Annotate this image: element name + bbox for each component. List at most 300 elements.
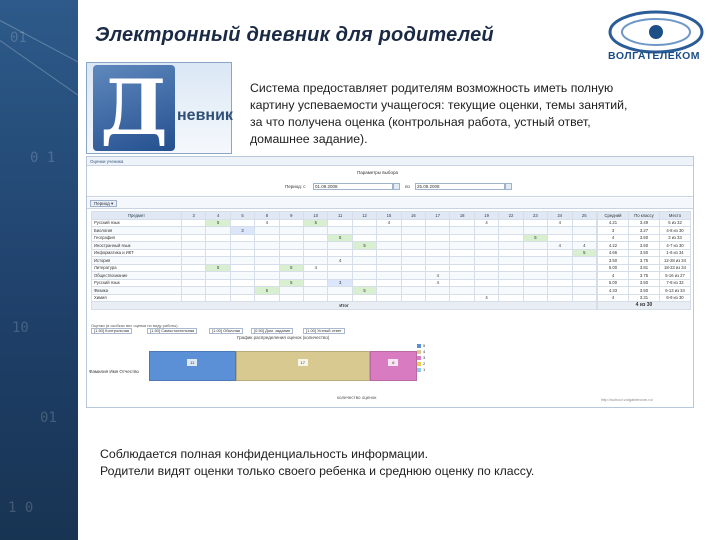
column-header[interactable]: 19 [474, 212, 498, 220]
mark-cell [182, 264, 206, 272]
grades-header-row [92, 212, 597, 220]
summary-cell: 4.21 [598, 219, 629, 227]
legend-swatch-icon [417, 362, 421, 366]
mark-cell [523, 219, 547, 227]
mark-cell[interactable]: 5 [206, 264, 230, 272]
mark-cell [206, 294, 230, 302]
chart-bar-segment[interactable] [236, 351, 370, 381]
grades-table [91, 211, 597, 310]
mark-cell [182, 294, 206, 302]
column-header[interactable]: 22 [499, 212, 523, 220]
date-from-input[interactable]: 01.09.2008 [313, 183, 393, 190]
summary-cell: 3.50 [598, 257, 629, 265]
mark-cell [572, 294, 597, 302]
summary-table [597, 211, 691, 310]
mark-cell [450, 219, 474, 227]
chart-legend-label: 5 [423, 343, 426, 348]
summary-row [598, 219, 691, 227]
footer-link[interactable]: http://school.volgatelecom.ru/ [600, 397, 653, 402]
mark-cell [572, 234, 597, 242]
mark-cell [548, 287, 572, 295]
subject-cell: Биология [92, 227, 182, 235]
table-row [92, 242, 597, 250]
mark-cell [182, 279, 206, 287]
mark-cell [499, 219, 523, 227]
mark-cell[interactable]: 4 [304, 264, 328, 272]
table-row [92, 287, 597, 295]
mark-cell[interactable]: 4 [572, 242, 597, 250]
summary-cell: 4-7 из 30 [660, 242, 691, 250]
mark-cell [474, 227, 498, 235]
column-header[interactable]: 24 [548, 212, 572, 220]
mark-cell [572, 227, 597, 235]
summary-cell: 12-28 из 34 [660, 257, 691, 265]
mark-cell [401, 227, 425, 235]
mark-cell[interactable]: 5 [279, 264, 303, 272]
mark-cell [499, 249, 523, 257]
mark-cell [255, 279, 279, 287]
period-label: Период: с [285, 184, 306, 189]
total-row [92, 302, 597, 310]
table-row [92, 227, 597, 235]
to-label: по [405, 184, 410, 189]
mark-cell [450, 242, 474, 250]
filter-panel [87, 167, 693, 197]
mark-cell [328, 294, 352, 302]
summary-row [598, 234, 691, 242]
diary-app-icon [86, 62, 232, 154]
summary-row [598, 279, 691, 287]
mark-cell[interactable]: 4 [328, 257, 352, 265]
date-from-calendar-button[interactable] [393, 183, 400, 190]
mark-cell [474, 264, 498, 272]
mark-cell [377, 279, 401, 287]
mark-cell [548, 264, 572, 272]
mark-cell [255, 242, 279, 250]
column-header[interactable]: 17 [426, 212, 450, 220]
legend-item[interactable]: [1.00] Обычная [209, 328, 243, 334]
summary-cell: 18-23 из 34 [660, 264, 691, 272]
mark-cell [572, 272, 597, 280]
total-place: 4 из 30 [598, 302, 691, 310]
summary-row [598, 227, 691, 235]
mark-cell [255, 257, 279, 265]
total-label: Итог [92, 302, 597, 310]
mark-cell [352, 264, 376, 272]
logo-text: ВОЛГАТЕЛЕКОМ [608, 50, 701, 62]
summary-row [598, 264, 691, 272]
mark-cell [328, 249, 352, 257]
notes-line: Соблюдается полная конфиденциальность информации. [100, 447, 429, 461]
mark-cell [426, 257, 450, 265]
legend-item[interactable]: [0.50] Дом. задание [251, 328, 293, 334]
mark-cell [401, 219, 425, 227]
legend-item[interactable]: [1.50] Контрольная [91, 328, 132, 334]
summary-cell: 1-6 из 34 [660, 249, 691, 257]
summary-cell: 5.00 [598, 264, 629, 272]
mark-cell [401, 287, 425, 295]
chart-segment-label: 17 [298, 359, 308, 366]
table-row [92, 234, 597, 242]
grid-toolbar [87, 198, 693, 209]
mark-cell[interactable]: 4 [377, 219, 401, 227]
mark-cell [377, 227, 401, 235]
mark-cell [328, 272, 352, 280]
legend-swatch-icon [417, 356, 421, 360]
mark-cell [523, 294, 547, 302]
mark-cell [377, 234, 401, 242]
mark-cell[interactable]: 5 [572, 249, 597, 257]
mark-cell[interactable]: 5 [352, 287, 376, 295]
subject-cell: География [92, 234, 182, 242]
mark-cell [401, 279, 425, 287]
mark-cell [352, 257, 376, 265]
column-header[interactable]: 5 [230, 212, 254, 220]
mark-cell [426, 249, 450, 257]
mark-cell [304, 294, 328, 302]
column-header[interactable]: 4 [206, 212, 230, 220]
column-header[interactable]: По классу [629, 212, 660, 220]
mark-cell [499, 264, 523, 272]
mark-cell [206, 234, 230, 242]
table-row [92, 294, 597, 302]
mark-cell [548, 272, 572, 280]
chart-title: График распределения оценок (количество) [237, 335, 330, 340]
mark-cell [182, 257, 206, 265]
mark-cell[interactable]: 5 [328, 234, 352, 242]
summary-cell: 3.50 [629, 249, 660, 257]
mark-cell [572, 287, 597, 295]
legend-item[interactable]: [1.00] Устный ответ [303, 328, 345, 334]
mark-cell [377, 249, 401, 257]
mark-cell [255, 272, 279, 280]
mark-cell [450, 294, 474, 302]
table-row [92, 272, 597, 280]
summary-cell: 3.50 [629, 287, 660, 295]
intro-line: за что получена оценка (контрольная работа, устный ответ, [250, 115, 591, 129]
mark-cell [474, 257, 498, 265]
mark-cell [401, 264, 425, 272]
legend-swatch-icon [417, 344, 421, 348]
mark-type-legend [89, 323, 689, 333]
mark-cell [450, 279, 474, 287]
summary-cell: 3.49 [629, 219, 660, 227]
mark-cell [230, 279, 254, 287]
mark-cell [499, 234, 523, 242]
summary-cell: 3 из 33 [660, 234, 691, 242]
mark-cell [352, 272, 376, 280]
column-header[interactable]: Средний [598, 212, 629, 220]
mark-cell [328, 264, 352, 272]
mark-cell[interactable]: 4 [474, 219, 498, 227]
mark-cell [255, 294, 279, 302]
mark-cell [401, 294, 425, 302]
column-header[interactable]: 12 [352, 212, 376, 220]
mark-cell [523, 287, 547, 295]
mark-cell [304, 227, 328, 235]
chart-y-label: Фамилия Имя Отчество [89, 369, 139, 374]
mark-cell [572, 279, 597, 287]
mark-cell [182, 234, 206, 242]
mark-cell [279, 257, 303, 265]
mark-cell [255, 249, 279, 257]
mark-cell [182, 219, 206, 227]
subject-cell: Информатика и ИКТ [92, 249, 182, 257]
mark-cell [523, 272, 547, 280]
legend-item[interactable]: [1.50] Самостоятельная [147, 328, 197, 334]
legend-swatch-icon [417, 368, 421, 372]
mark-cell [206, 257, 230, 265]
mark-cell [206, 242, 230, 250]
table-row [92, 219, 597, 227]
mark-cell [230, 264, 254, 272]
mark-cell[interactable]: 4 [548, 219, 572, 227]
mark-cell[interactable]: 3 [230, 227, 254, 235]
summary-cell: 4-8 из 30 [660, 227, 691, 235]
summary-cell: 3 [598, 227, 629, 235]
mark-cell [523, 279, 547, 287]
mark-cell [377, 257, 401, 265]
mark-cell [182, 242, 206, 250]
chart-segment-label: 11 [187, 359, 197, 366]
column-header[interactable]: 9 [279, 212, 303, 220]
chart-segment-label: 6 [388, 359, 398, 366]
mark-cell [377, 272, 401, 280]
mark-cell [426, 242, 450, 250]
intro-text [250, 80, 700, 148]
table-row [92, 257, 597, 265]
mark-cell [401, 272, 425, 280]
summary-header-row [598, 212, 691, 220]
mark-cell [499, 272, 523, 280]
mark-cell [182, 287, 206, 295]
chart-legend-label: 3 [423, 355, 426, 360]
mark-cell [352, 249, 376, 257]
mark-cell [304, 257, 328, 265]
mark-cell [426, 219, 450, 227]
table-row [92, 264, 597, 272]
mark-cell [279, 294, 303, 302]
chart-legend [417, 343, 425, 373]
summary-row [598, 257, 691, 265]
mark-cell [474, 242, 498, 250]
mark-cell [377, 294, 401, 302]
summary-cell: 5.00 [598, 279, 629, 287]
notes-line: Родители видят оценки только своего ребенка и среднюю оценку по классу. [100, 464, 535, 478]
page-title: Электронный дневник для родителей [95, 24, 494, 46]
mark-cell [450, 249, 474, 257]
mark-cell [548, 257, 572, 265]
mark-cell [523, 264, 547, 272]
mark-cell[interactable]: 5 [255, 287, 279, 295]
mark-cell [206, 287, 230, 295]
mark-cell [206, 272, 230, 280]
subject-cell: Химия [92, 294, 182, 302]
mark-cell [523, 242, 547, 250]
mark-cell [548, 279, 572, 287]
mark-cell [548, 294, 572, 302]
mark-cell [523, 249, 547, 257]
mark-cell [426, 234, 450, 242]
summary-cell: 3.50 [629, 234, 660, 242]
column-header[interactable]: 3 [182, 212, 206, 220]
mark-cell [426, 264, 450, 272]
mark-cell [230, 219, 254, 227]
mark-cell [377, 287, 401, 295]
column-header[interactable]: Место [660, 212, 691, 220]
mark-cell [206, 249, 230, 257]
decorative-sidebar: 01 0 1 10 01 1 0 [0, 0, 78, 540]
mark-cell [230, 257, 254, 265]
mark-cell [401, 234, 425, 242]
subject-cell: История [92, 257, 182, 265]
mark-cell [450, 227, 474, 235]
chart-legend-label: 2 [423, 361, 426, 366]
table-row [92, 249, 597, 257]
legend-swatch-icon [417, 350, 421, 354]
mark-cell [352, 219, 376, 227]
mark-cell [499, 279, 523, 287]
summary-cell: 3.31 [629, 294, 660, 302]
summary-cell: 3.27 [629, 227, 660, 235]
summary-cell: 4 [598, 234, 629, 242]
column-header[interactable]: 15 [377, 212, 401, 220]
mark-cell [328, 219, 352, 227]
mark-cell [352, 227, 376, 235]
subject-cell: Иностранный язык [92, 242, 182, 250]
mark-cell [401, 257, 425, 265]
summary-cell: 6-13 из 34 [660, 287, 691, 295]
table-row [92, 279, 597, 287]
mark-cell [230, 294, 254, 302]
column-header[interactable]: 8 [255, 212, 279, 220]
mark-cell[interactable]: 5 [352, 242, 376, 250]
mark-cell[interactable]: 5 [523, 234, 547, 242]
intro-line: домашнее задание). [250, 132, 368, 146]
summary-cell: 5 из 32 [660, 219, 691, 227]
summary-cell: 3.50 [629, 242, 660, 250]
mark-cell [304, 242, 328, 250]
mark-cell [279, 249, 303, 257]
summary-cell: 4 [598, 272, 629, 280]
column-header[interactable]: 25 [572, 212, 597, 220]
mark-cell[interactable]: 4 [426, 279, 450, 287]
mark-cell [474, 279, 498, 287]
mark-cell [279, 272, 303, 280]
subject-cell: Обществознание [92, 272, 182, 280]
mark-cell[interactable]: 4 [426, 272, 450, 280]
mark-cell [548, 227, 572, 235]
summary-row [598, 287, 691, 295]
mark-cell [401, 249, 425, 257]
date-to-calendar-button[interactable] [505, 183, 512, 190]
mark-cell [328, 287, 352, 295]
column-header[interactable]: 23 [523, 212, 547, 220]
mark-cell [230, 249, 254, 257]
intro-line: Система предоставляет родителям возможность иметь полную [250, 81, 614, 95]
mark-cell [572, 257, 597, 265]
mark-cell [450, 257, 474, 265]
mark-cell [352, 294, 376, 302]
mark-cell [523, 227, 547, 235]
mark-cell [523, 257, 547, 265]
mark-cell [572, 219, 597, 227]
mark-cell [450, 234, 474, 242]
subject-cell: Русский язык [92, 219, 182, 227]
date-to-input[interactable]: 25.09.2008 [415, 183, 505, 190]
mark-cell [352, 279, 376, 287]
summary-cell: 4 [598, 294, 629, 302]
summary-cell: 3.81 [629, 264, 660, 272]
chart-bar-segment[interactable] [370, 351, 417, 381]
mark-cell [304, 249, 328, 257]
mark-cell [304, 272, 328, 280]
mark-cell[interactable]: 4 [548, 242, 572, 250]
mark-cell [499, 242, 523, 250]
column-header[interactable]: 16 [401, 212, 425, 220]
mark-cell [450, 272, 474, 280]
column-header[interactable]: 10 [304, 212, 328, 220]
diary-word: невник [177, 107, 233, 124]
mark-cell [499, 287, 523, 295]
period-menu-button[interactable]: Период ▾ [90, 200, 117, 207]
intro-line: картину успеваемости учащегося: текущие оценки, темы занятий, [250, 98, 628, 112]
mark-cell[interactable]: 3 [328, 279, 352, 287]
summary-cell: 6-9 из 30 [660, 294, 691, 302]
mark-cell[interactable]: 4 [474, 294, 498, 302]
summary-row [598, 249, 691, 257]
summary-cell: 4.22 [598, 242, 629, 250]
mark-cell [182, 272, 206, 280]
mark-cell [499, 227, 523, 235]
summary-cell: 4.33 [598, 287, 629, 295]
diary-letter: Д [93, 65, 175, 151]
summary-total-row [598, 302, 691, 310]
logo-swoosh-icon [596, 8, 714, 72]
mark-cell [206, 279, 230, 287]
mark-cell [230, 287, 254, 295]
mark-cell[interactable]: 5 [279, 279, 303, 287]
notes-text [100, 446, 700, 480]
column-header[interactable]: Предмет [92, 212, 182, 220]
column-header[interactable]: 11 [328, 212, 352, 220]
mark-cell [377, 242, 401, 250]
mark-cell [499, 257, 523, 265]
mark-cell[interactable]: 4 [255, 219, 279, 227]
mark-cell [279, 242, 303, 250]
summary-cell: 7-8 из 32 [660, 279, 691, 287]
legend-caption: Оценки (в скобках вес оценки по виду работы) [91, 323, 178, 328]
mark-cell [572, 264, 597, 272]
mark-cell [255, 264, 279, 272]
chart-bar-segment[interactable] [149, 351, 236, 381]
mark-cell [182, 227, 206, 235]
mark-cell[interactable]: 5 [304, 219, 328, 227]
mark-cell [377, 264, 401, 272]
mark-cell [182, 249, 206, 257]
mark-cell [255, 234, 279, 242]
mark-cell [279, 227, 303, 235]
mark-cell [426, 294, 450, 302]
subject-cell: Литература [92, 264, 182, 272]
mark-cell [474, 287, 498, 295]
mark-cell [279, 219, 303, 227]
mark-cell [499, 294, 523, 302]
mark-cell [474, 249, 498, 257]
column-header[interactable]: 18 [450, 212, 474, 220]
mark-cell [230, 234, 254, 242]
mark-cell[interactable]: 5 [206, 219, 230, 227]
